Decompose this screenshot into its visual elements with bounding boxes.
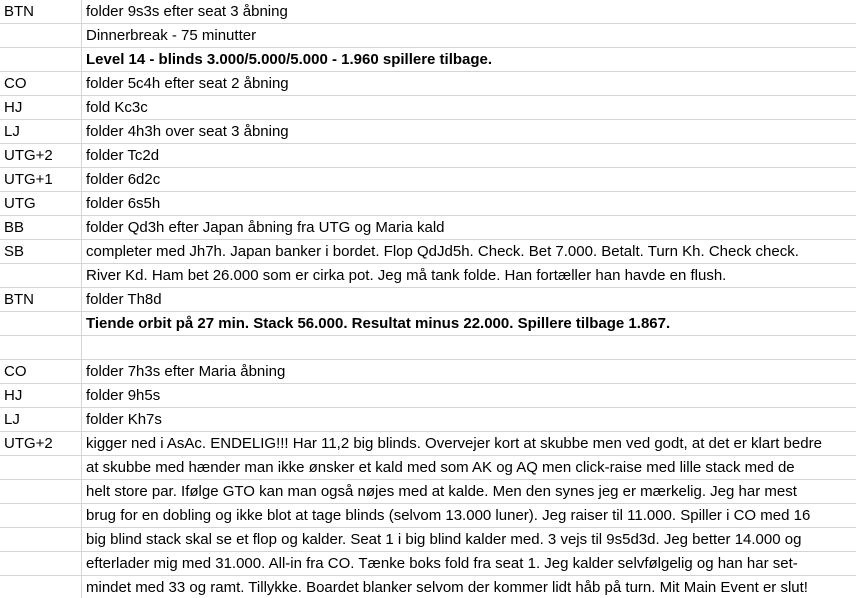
note-cell[interactable]: fold Kc3c	[86, 99, 148, 116]
note-cell[interactable]: Level 14 - blinds 3.000/5.000/5.000 - 1.960 spillere tilbage.	[86, 51, 493, 68]
table-row	[0, 432, 856, 456]
position-cell[interactable]: UTG+2	[0, 144, 82, 167]
position-cell[interactable]: CO	[0, 360, 82, 383]
table-row	[0, 552, 856, 576]
position-cell[interactable]	[0, 504, 82, 527]
table-row	[0, 360, 856, 384]
position-cell[interactable]: BTN	[0, 288, 82, 311]
table-row	[0, 24, 856, 48]
position-cell[interactable]: HJ	[0, 384, 82, 407]
position-cell[interactable]: HJ	[0, 96, 82, 119]
note-cell[interactable]: folder 5c4h efter seat 2 åbning	[86, 75, 289, 92]
note-cell[interactable]: mindet med 33 og ramt. Tillykke. Boardet blanker selvom der kommer lidt håb på turn. Mit Main Event er slut!	[86, 579, 808, 596]
table-row	[0, 216, 856, 240]
note-cell[interactable]: helt store par. Ifølge GTO kan man også nøjes med at kalde. Men den synes jeg er mærkelig. Jeg har mest	[86, 483, 797, 500]
table-row	[0, 264, 856, 288]
note-cell[interactable]	[82, 336, 856, 359]
position-cell[interactable]: LJ	[0, 120, 82, 143]
position-cell[interactable]: BB	[0, 216, 82, 239]
table-row	[0, 0, 856, 24]
position-cell[interactable]: UTG	[0, 192, 82, 215]
note-cell[interactable]: brug for en dobling og ikke blot at tage blinds (selvom 13.000 luner). Jeg raiser til 11.000. Spiller i CO med 16	[86, 507, 811, 524]
note-cell[interactable]: Dinnerbreak - 75 minutter	[86, 27, 257, 44]
table-row	[0, 336, 856, 360]
note-cell[interactable]: folder 9s3s efter seat 3 åbning	[86, 3, 288, 20]
position-cell[interactable]	[0, 480, 82, 503]
position-cell[interactable]	[0, 456, 82, 479]
note-cell[interactable]: big blind stack skal se et flop og kalder. Seat 1 i big blind kalder med. 3 vejs til 9s5d3d. Jeg better 14.000 og	[86, 531, 802, 548]
position-cell[interactable]: BTN	[0, 0, 82, 23]
note-cell[interactable]: folder 6s5h	[86, 195, 161, 212]
note-cell[interactable]: folder Th8d	[86, 291, 162, 308]
position-cell[interactable]	[0, 24, 82, 47]
position-cell[interactable]: UTG+1	[0, 168, 82, 191]
note-cell[interactable]: kigger ned i AsAc. ENDELIG!!! Har 11,2 big blinds. Overvejer kort at skubbe men ved godt, at det er klart bedre	[86, 435, 822, 452]
position-cell[interactable]	[0, 336, 82, 359]
position-cell[interactable]	[0, 312, 82, 335]
position-cell[interactable]	[0, 576, 82, 598]
table-row	[0, 72, 856, 96]
position-cell[interactable]	[0, 552, 82, 575]
table-row	[0, 480, 856, 504]
table-row	[0, 120, 856, 144]
table-row	[0, 528, 856, 552]
position-cell[interactable]	[0, 528, 82, 551]
note-cell[interactable]: folder 7h3s efter Maria åbning	[86, 363, 286, 380]
note-cell[interactable]: folder Tc2d	[86, 147, 160, 164]
table-row	[0, 384, 856, 408]
table-row	[0, 96, 856, 120]
table-row	[0, 48, 856, 72]
note-cell[interactable]: folder Kh7s	[86, 411, 162, 428]
note-cell[interactable]: completer med Jh7h. Japan banker i bordet. Flop QdJd5h. Check. Bet 7.000. Betalt. Turn Kh. Check check.	[86, 243, 799, 260]
table-row	[0, 288, 856, 312]
position-cell[interactable]: SB	[0, 240, 82, 263]
table-row	[0, 408, 856, 432]
table-row	[0, 312, 856, 336]
table-row	[0, 576, 856, 598]
table-row	[0, 456, 856, 480]
table-row	[0, 240, 856, 264]
note-cell[interactable]: at skubbe med hænder man ikke ønsker et kald med som AK og AQ men click-raise med lille stack med de	[86, 459, 795, 476]
note-cell[interactable]: folder 9h5s	[86, 387, 161, 404]
table-row	[0, 168, 856, 192]
position-cell[interactable]: UTG+2	[0, 432, 82, 455]
position-cell[interactable]: LJ	[0, 408, 82, 431]
note-cell[interactable]: folder Qd3h efter Japan åbning fra UTG og Maria kald	[86, 219, 445, 236]
note-cell[interactable]: folder 6d2c	[86, 171, 161, 188]
position-cell[interactable]: CO	[0, 72, 82, 95]
note-cell[interactable]: folder 4h3h over seat 3 åbning	[86, 123, 289, 140]
table-row	[0, 192, 856, 216]
position-cell[interactable]	[0, 48, 82, 71]
position-cell[interactable]	[0, 264, 82, 287]
note-cell[interactable]: Tiende orbit på 27 min. Stack 56.000. Resultat minus 22.000. Spillere tilbage 1.867.	[86, 315, 671, 332]
table-row	[0, 144, 856, 168]
table-row	[0, 504, 856, 528]
note-cell[interactable]: River Kd. Ham bet 26.000 som er cirka pot. Jeg må tank folde. Han fortæller han havde en flush.	[86, 267, 727, 284]
note-cell[interactable]: efterlader mig med 31.000. All-in fra CO. Tænke boks fold fra seat 1. Jeg kalder selvfølgelig og han har set-	[86, 555, 798, 572]
